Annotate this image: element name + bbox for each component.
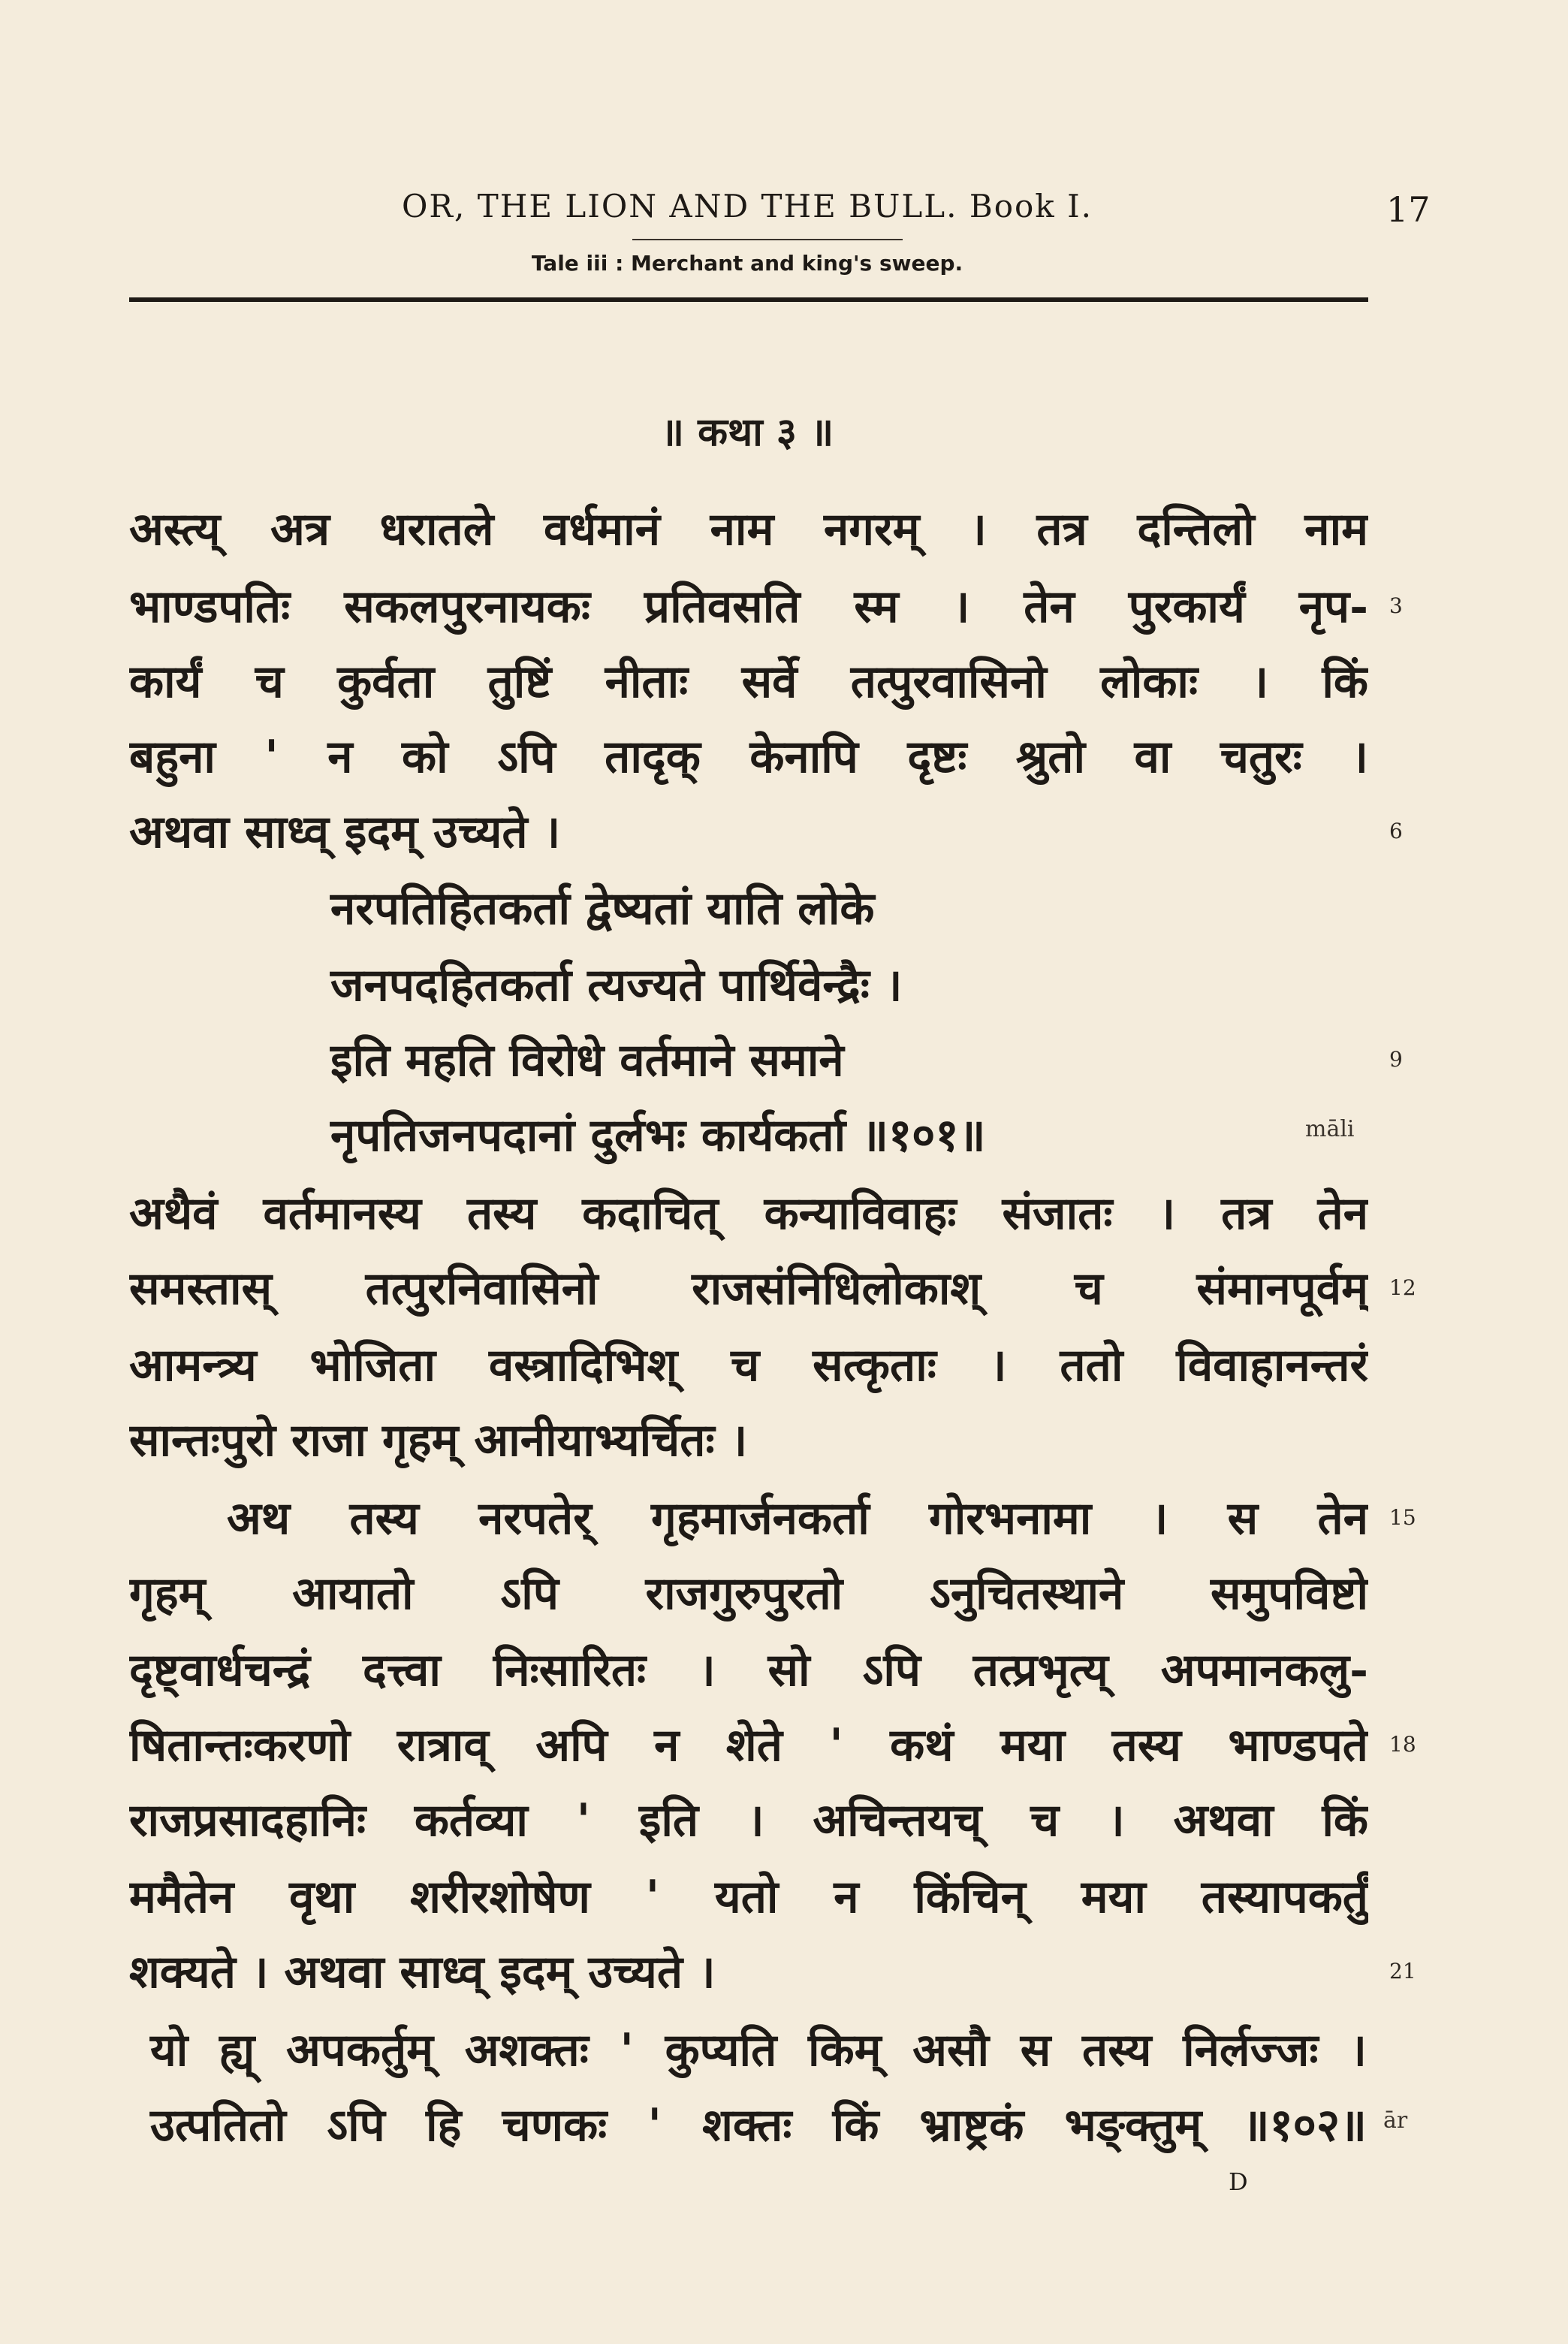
verse-line: जनपदहितकर्ता त्यज्यते पार्थिवेन्द्रैः । [330, 959, 903, 1012]
text-line: गृहम् आयातो ऽपि राजगुरुपुरतो ऽनुचितस्थाने समुपविष्टो [129, 1567, 1368, 1620]
running-head: OR, THE LION AND THE BULL. Book I. [401, 188, 1093, 225]
header-short-rule [632, 239, 903, 240]
line-number: 9 [1389, 1047, 1403, 1072]
text-line: अथवा साध्व् इदम् उच्यते । [129, 806, 561, 858]
text-line: शक्यते । अथवा साध्व् इदम् उच्यते । [129, 1946, 716, 1999]
line-number: 6 [1389, 819, 1403, 843]
text-line: अथ तस्य नरपतेर् गृहमार्जनकर्ता गोरभनामा । स तेन [227, 1492, 1368, 1545]
verse-line: नरपतिहितकर्ता द्वेष्यतां याति लोके [330, 882, 875, 935]
line-number: 3 [1389, 593, 1403, 618]
text-line: अथैवं वर्तमानस्य तस्य कदाचित् कन्याविवाहः संजातः । तत्र तेन [129, 1187, 1368, 1240]
verse-line: यो ह्य् अपकर्तुम् अशक्तः ' कुप्यति किम् असौ स तस्य निर्लज्जः । [150, 2024, 1367, 2077]
signature-mark: D [1229, 2168, 1248, 2196]
text-line: ममैतेन वृथा शरीरशोषेण ' यतो न किंचिन् मया तस्यापकर्तुं [129, 1871, 1368, 1923]
line-number: 12 [1389, 1275, 1416, 1300]
text-line: षितान्तःकरणो रात्राव् अपि न शेते ' कथं मया तस्य भाण्डपते [129, 1719, 1368, 1772]
subhead: Tale iii : Merchant and king's sweep. [531, 251, 963, 276]
meter-note: ār [1383, 2107, 1408, 2134]
text-line: अस्त्य् अत्र धरातले वर्धमानं नाम नगरम् । तत्र दन्तिलो नाम [129, 503, 1368, 556]
text-line: समस्तास् तत्पुरनिवासिनो राजसंनिधिलोकाश् च संमानपूर्वम् [129, 1263, 1368, 1315]
verse-line: उत्पतितो ऽपि हि चणकः ' शक्तः किं भ्राष्ट्रकं भङ्क्तुम् ॥१०२॥ [150, 2099, 1367, 2152]
text-line: कार्यं च कुर्वता तुष्टिं नीताः सर्वे तत्पुरवासिनो लोकाः । किं [129, 656, 1368, 708]
text-line: दृष्ट्वार्धचन्द्रं दत्त्वा निःसारितः । सो ऽपि तत्प्रभृत्य् अपमानकलु- [129, 1644, 1368, 1697]
tale-title: ॥ कथा ३ ॥ [660, 409, 834, 455]
text-line: राजप्रसादहानिः कर्तव्या ' इति । अचिन्तयच् च । अथवा किं [129, 1794, 1368, 1847]
verse-line: इति महति विरोधे वर्तमाने समाने [330, 1034, 844, 1087]
header-rule [129, 297, 1368, 302]
meter-note: māli [1305, 1116, 1355, 1142]
line-number: 21 [1389, 1959, 1416, 1984]
verse-line: नृपतिजनपदानां दुर्लभः कार्यकर्ता ॥१०१॥ [330, 1109, 986, 1162]
text-line: भाण्डपतिः सकलपुरनायकः प्रतिवसति स्म । तेन पुरकार्यं नृप- [129, 581, 1368, 633]
text-line: आमन्त्र्य भोजिता वस्त्रादिभिश् च सत्कृताः । ततो विवाहानन्तरं [129, 1339, 1368, 1392]
text-line: बहुना ' न को ऽपि तादृक् केनापि दृष्टः श्रुतो वा चतुरः । [129, 731, 1368, 783]
line-number: 15 [1389, 1505, 1416, 1530]
page-number: 17 [1386, 189, 1431, 230]
text-line: सान्तःपुरो राजा गृहम् आनीयाभ्यर्चितः । [129, 1414, 748, 1467]
line-number: 18 [1389, 1732, 1416, 1757]
